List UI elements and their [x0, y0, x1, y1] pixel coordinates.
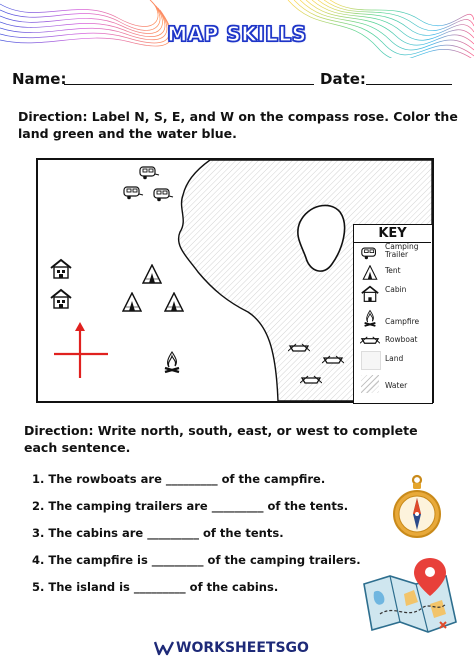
- land-swatch: [361, 351, 381, 370]
- tent-icon: [362, 265, 378, 280]
- key-title: KEY: [354, 225, 431, 243]
- water-swatch: [361, 375, 379, 393]
- rowboat-icon: [360, 335, 380, 346]
- name-label: Name:: [12, 70, 67, 88]
- tent-icon: [122, 292, 142, 312]
- map-key: [353, 224, 433, 404]
- key-label-water: Water: [385, 381, 408, 390]
- question-3[interactable]: 3. The cabins are _________ of the tents.: [32, 526, 284, 540]
- direction-2: Direction: Write north, south, east, or west to complete each sentence.: [24, 423, 418, 455]
- camping-trailer-icon: [360, 247, 380, 260]
- cabin-icon: [50, 258, 72, 280]
- key-label-land: Land: [385, 354, 404, 363]
- cabin-icon: [361, 285, 379, 303]
- key-label-cabin: Cabin: [385, 285, 407, 294]
- key-label-tent: Tent: [385, 266, 401, 275]
- campfire-icon: [362, 309, 378, 329]
- key-label-camping-trailer: Camping Trailer: [385, 242, 419, 259]
- tent-icon: [164, 292, 184, 312]
- camping-trailer-icon: [122, 186, 144, 200]
- camping-trailer-icon: [152, 188, 174, 202]
- camping-trailer-icon: [138, 166, 160, 180]
- map-illustration-icon: [360, 556, 466, 642]
- question-4[interactable]: 4. The campfire is _________ of the camping trailers.: [32, 553, 361, 567]
- worksheetsgo-logo-icon: [154, 640, 174, 656]
- compass-rose[interactable]: [52, 322, 112, 382]
- rowboat-icon: [322, 354, 344, 366]
- rowboat-icon: [288, 342, 310, 354]
- compass-icon: [392, 474, 442, 546]
- key-label-rowboat: Rowboat: [385, 335, 418, 344]
- worksheetsgo-logo: WORKSHEETSGO: [176, 640, 309, 656]
- tent-icon: [142, 264, 162, 284]
- page-title: MAP SKILLS: [167, 22, 307, 46]
- cabin-icon: [50, 288, 72, 310]
- question-1[interactable]: 1. The rowboats are _________ of the campfire.: [32, 472, 326, 486]
- direction-1: Direction: Label N, S, E, and W on the compass rose. Color the land green and the water blue.: [18, 109, 458, 141]
- key-label-campfire: Campfire: [385, 317, 420, 326]
- rowboat-icon: [300, 374, 322, 386]
- name-field[interactable]: [64, 84, 314, 85]
- date-field[interactable]: [366, 84, 452, 85]
- question-2[interactable]: 2. The camping trailers are _________ of the tents.: [32, 499, 349, 513]
- date-label: Date:: [320, 70, 366, 88]
- question-5[interactable]: 5. The island is _________ of the cabins.: [32, 580, 279, 594]
- campfire-icon: [162, 350, 182, 376]
